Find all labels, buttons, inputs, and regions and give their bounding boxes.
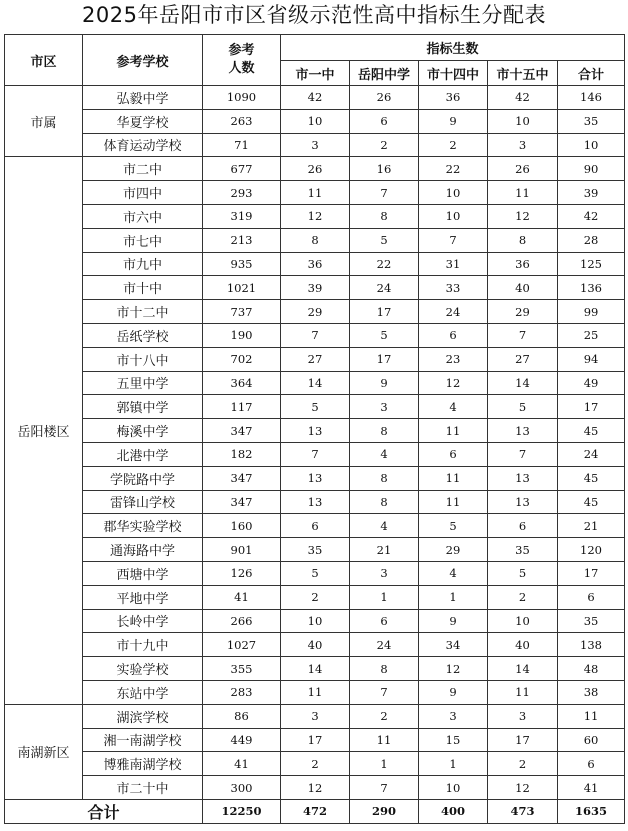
quota-cell: 12 — [281, 204, 350, 228]
quota-cell: 35 — [488, 538, 558, 562]
table-row — [5, 442, 625, 466]
quota-total-cell: 60 — [558, 728, 625, 752]
total-quota: 472 — [281, 799, 350, 823]
quota-total-cell: 10 — [558, 133, 625, 157]
candidates-cell: 71 — [203, 133, 281, 157]
header-quota-col: 市十五中 — [488, 61, 558, 86]
quota-total-cell: 45 — [558, 466, 625, 490]
quota-cell: 7 — [350, 680, 419, 704]
quota-cell: 11 — [281, 181, 350, 205]
candidates-cell: 293 — [203, 181, 281, 205]
quota-total-cell: 42 — [558, 204, 625, 228]
quota-cell: 13 — [281, 419, 350, 443]
school-cell: 市四中 — [83, 181, 203, 205]
quota-total-cell: 6 — [558, 585, 625, 609]
quota-cell: 2 — [281, 585, 350, 609]
quota-cell: 4 — [350, 442, 419, 466]
quota-cell: 14 — [488, 657, 558, 681]
quota-cell: 13 — [281, 466, 350, 490]
quota-cell: 2 — [281, 752, 350, 776]
quota-total-cell: 35 — [558, 609, 625, 633]
school-cell: 市七中 — [83, 228, 203, 252]
quota-table — [4, 34, 625, 824]
table-row — [5, 204, 625, 228]
quota-cell: 26 — [281, 157, 350, 181]
school-cell: 弘毅中学 — [83, 86, 203, 110]
quota-total-cell: 24 — [558, 442, 625, 466]
quota-cell: 40 — [488, 276, 558, 300]
candidates-cell: 347 — [203, 419, 281, 443]
quota-cell: 6 — [350, 609, 419, 633]
quota-cell: 11 — [488, 680, 558, 704]
quota-cell: 7 — [488, 442, 558, 466]
quota-cell: 34 — [419, 633, 488, 657]
table-row — [5, 704, 625, 728]
table-row — [5, 776, 625, 800]
school-cell: 平地中学 — [83, 585, 203, 609]
table-body — [5, 86, 625, 800]
candidates-cell: 347 — [203, 466, 281, 490]
header-quota-group: 指标生数 — [281, 35, 625, 61]
quota-cell: 11 — [488, 181, 558, 205]
quota-cell: 17 — [350, 300, 419, 324]
quota-cell: 5 — [350, 228, 419, 252]
candidates-cell: 677 — [203, 157, 281, 181]
quota-cell: 8 — [350, 466, 419, 490]
school-cell: 郭镇中学 — [83, 395, 203, 419]
quota-cell: 27 — [488, 347, 558, 371]
table-row — [5, 228, 625, 252]
quota-cell: 42 — [281, 86, 350, 110]
table-row — [5, 86, 625, 110]
candidates-cell: 702 — [203, 347, 281, 371]
table-row — [5, 157, 625, 181]
quota-total-cell: 99 — [558, 300, 625, 324]
quota-cell: 2 — [350, 133, 419, 157]
quota-cell: 12 — [419, 657, 488, 681]
quota-cell: 9 — [419, 680, 488, 704]
candidates-cell: 213 — [203, 228, 281, 252]
table-row — [5, 633, 625, 657]
quota-cell: 7 — [350, 776, 419, 800]
total-quota: 290 — [350, 799, 419, 823]
quota-cell: 29 — [281, 300, 350, 324]
quota-cell: 17 — [350, 347, 419, 371]
quota-cell: 31 — [419, 252, 488, 276]
quota-cell: 12 — [419, 371, 488, 395]
header-quota-col: 合计 — [558, 61, 625, 86]
quota-cell: 10 — [419, 204, 488, 228]
quota-cell: 36 — [281, 252, 350, 276]
school-cell: 市二十中 — [83, 776, 203, 800]
header-quota-col: 岳阳中学 — [350, 61, 419, 86]
quota-cell: 5 — [281, 395, 350, 419]
quota-cell: 14 — [281, 371, 350, 395]
quota-cell: 33 — [419, 276, 488, 300]
quota-cell: 11 — [350, 728, 419, 752]
table-row — [5, 490, 625, 514]
candidates-cell: 41 — [203, 752, 281, 776]
quota-cell: 21 — [350, 538, 419, 562]
candidates-cell: 283 — [203, 680, 281, 704]
school-cell: 湘一南湖学校 — [83, 728, 203, 752]
quota-total-cell: 25 — [558, 323, 625, 347]
total-row — [5, 799, 625, 823]
quota-cell: 2 — [488, 752, 558, 776]
table-row — [5, 181, 625, 205]
quota-cell: 26 — [350, 86, 419, 110]
quota-cell: 3 — [281, 133, 350, 157]
quota-cell: 5 — [488, 561, 558, 585]
school-cell: 市二中 — [83, 157, 203, 181]
school-cell: 市六中 — [83, 204, 203, 228]
quota-cell: 3 — [350, 561, 419, 585]
quota-cell: 10 — [419, 181, 488, 205]
district-cell: 岳阳楼区 — [5, 157, 83, 704]
quota-cell: 11 — [419, 466, 488, 490]
quota-cell: 5 — [488, 395, 558, 419]
table-row — [5, 609, 625, 633]
table-row — [5, 752, 625, 776]
quota-cell: 7 — [350, 181, 419, 205]
quota-cell: 15 — [419, 728, 488, 752]
quota-cell: 5 — [419, 514, 488, 538]
quota-cell: 9 — [419, 109, 488, 133]
candidates-cell: 1027 — [203, 633, 281, 657]
quota-cell: 6 — [488, 514, 558, 538]
quota-cell: 11 — [419, 490, 488, 514]
quota-cell: 4 — [419, 395, 488, 419]
school-cell: 长岭中学 — [83, 609, 203, 633]
quota-cell: 26 — [488, 157, 558, 181]
total-quota: 1635 — [558, 799, 625, 823]
quota-cell: 7 — [488, 323, 558, 347]
quota-cell: 22 — [419, 157, 488, 181]
table-row — [5, 300, 625, 324]
header-quota-col: 市十四中 — [419, 61, 488, 86]
district-cell: 南湖新区 — [5, 704, 83, 799]
quota-cell: 3 — [419, 704, 488, 728]
school-cell: 博雅南湖学校 — [83, 752, 203, 776]
quota-total-cell: 45 — [558, 419, 625, 443]
quota-total-cell: 6 — [558, 752, 625, 776]
district-cell: 市属 — [5, 86, 83, 157]
header-row — [5, 35, 625, 61]
total-candidates: 12250 — [203, 799, 281, 823]
quota-cell: 29 — [488, 300, 558, 324]
quota-cell: 3 — [488, 704, 558, 728]
quota-cell: 16 — [350, 157, 419, 181]
candidates-cell: 1090 — [203, 86, 281, 110]
quota-total-cell: 28 — [558, 228, 625, 252]
quota-cell: 2 — [488, 585, 558, 609]
school-cell: 华夏学校 — [83, 109, 203, 133]
school-cell: 市九中 — [83, 252, 203, 276]
candidates-cell: 935 — [203, 252, 281, 276]
candidates-cell: 86 — [203, 704, 281, 728]
candidates-cell: 319 — [203, 204, 281, 228]
quota-cell: 11 — [281, 680, 350, 704]
candidates-cell: 901 — [203, 538, 281, 562]
school-cell: 西塘中学 — [83, 561, 203, 585]
candidates-cell: 266 — [203, 609, 281, 633]
quota-cell: 5 — [281, 561, 350, 585]
header-candidates — [203, 35, 281, 86]
quota-cell: 17 — [488, 728, 558, 752]
quota-cell: 39 — [281, 276, 350, 300]
candidates-cell: 1021 — [203, 276, 281, 300]
candidates-cell: 364 — [203, 371, 281, 395]
table-row — [5, 252, 625, 276]
quota-cell: 7 — [419, 228, 488, 252]
school-cell: 市十中 — [83, 276, 203, 300]
quota-total-cell: 41 — [558, 776, 625, 800]
quota-cell: 10 — [419, 776, 488, 800]
total-quota: 400 — [419, 799, 488, 823]
quota-cell: 24 — [350, 276, 419, 300]
school-cell: 市十八中 — [83, 347, 203, 371]
quota-cell: 14 — [281, 657, 350, 681]
quota-cell: 1 — [350, 585, 419, 609]
page-title: 2025年岳阳市市区省级示范性高中指标生分配表 — [82, 3, 546, 27]
school-cell: 体育运动学校 — [83, 133, 203, 157]
quota-cell: 24 — [419, 300, 488, 324]
table-row — [5, 657, 625, 681]
quota-total-cell: 94 — [558, 347, 625, 371]
quota-cell: 8 — [488, 228, 558, 252]
table-row — [5, 323, 625, 347]
quota-cell: 10 — [281, 109, 350, 133]
quota-cell: 13 — [488, 466, 558, 490]
candidates-cell: 160 — [203, 514, 281, 538]
quota-total-cell: 21 — [558, 514, 625, 538]
candidates-cell: 190 — [203, 323, 281, 347]
quota-cell: 24 — [350, 633, 419, 657]
school-cell: 郡华实验学校 — [83, 514, 203, 538]
quota-total-cell: 120 — [558, 538, 625, 562]
candidates-cell: 263 — [203, 109, 281, 133]
table-row — [5, 680, 625, 704]
quota-cell: 29 — [419, 538, 488, 562]
school-cell: 雷锋山学校 — [83, 490, 203, 514]
quota-cell: 3 — [350, 395, 419, 419]
quota-cell: 22 — [350, 252, 419, 276]
quota-cell: 2 — [350, 704, 419, 728]
quota-cell: 36 — [419, 86, 488, 110]
candidates-cell: 355 — [203, 657, 281, 681]
table-row — [5, 371, 625, 395]
quota-cell: 6 — [281, 514, 350, 538]
quota-cell: 42 — [488, 86, 558, 110]
table-row — [5, 276, 625, 300]
table-row — [5, 347, 625, 371]
table-row — [5, 514, 625, 538]
candidates-cell: 300 — [203, 776, 281, 800]
school-cell: 市十二中 — [83, 300, 203, 324]
quota-cell: 27 — [281, 347, 350, 371]
total-quota: 473 — [488, 799, 558, 823]
quota-cell: 1 — [350, 752, 419, 776]
header-school: 参考学校 — [83, 35, 203, 86]
quota-cell: 12 — [281, 776, 350, 800]
quota-total-cell: 48 — [558, 657, 625, 681]
quota-cell: 3 — [488, 133, 558, 157]
candidates-cell: 117 — [203, 395, 281, 419]
quota-total-cell: 35 — [558, 109, 625, 133]
quota-cell: 7 — [281, 442, 350, 466]
quota-total-cell: 45 — [558, 490, 625, 514]
quota-cell: 10 — [488, 609, 558, 633]
quota-cell: 1 — [419, 585, 488, 609]
table-row — [5, 133, 625, 157]
school-cell: 五里中学 — [83, 371, 203, 395]
quota-cell: 9 — [350, 371, 419, 395]
quota-total-cell: 146 — [558, 86, 625, 110]
quota-cell: 8 — [281, 228, 350, 252]
school-cell: 学院路中学 — [83, 466, 203, 490]
school-cell: 湖滨学校 — [83, 704, 203, 728]
quota-total-cell: 17 — [558, 395, 625, 419]
school-cell: 岳纸学校 — [83, 323, 203, 347]
quota-total-cell: 17 — [558, 561, 625, 585]
quota-cell: 8 — [350, 657, 419, 681]
quota-cell: 11 — [419, 419, 488, 443]
total-label: 合计 — [5, 799, 203, 823]
quota-cell: 17 — [281, 728, 350, 752]
header-candidates-label: 参考 人数 — [228, 43, 255, 76]
quota-total-cell: 38 — [558, 680, 625, 704]
quota-cell: 4 — [419, 561, 488, 585]
header-district: 市区 — [5, 35, 83, 86]
quota-cell: 12 — [488, 204, 558, 228]
quota-cell: 23 — [419, 347, 488, 371]
quota-cell: 8 — [350, 204, 419, 228]
quota-cell: 8 — [350, 490, 419, 514]
school-cell: 梅溪中学 — [83, 419, 203, 443]
quota-cell: 36 — [488, 252, 558, 276]
quota-cell: 5 — [350, 323, 419, 347]
school-cell: 北港中学 — [83, 442, 203, 466]
candidates-cell: 41 — [203, 585, 281, 609]
table-row — [5, 419, 625, 443]
quota-total-cell: 90 — [558, 157, 625, 181]
header-quota-col: 市一中 — [281, 61, 350, 86]
candidates-cell: 182 — [203, 442, 281, 466]
quota-cell: 7 — [281, 323, 350, 347]
quota-cell: 13 — [488, 419, 558, 443]
school-cell: 市十九中 — [83, 633, 203, 657]
table-row — [5, 395, 625, 419]
table-row — [5, 585, 625, 609]
candidates-cell: 737 — [203, 300, 281, 324]
school-cell: 通海路中学 — [83, 538, 203, 562]
school-cell: 实验学校 — [83, 657, 203, 681]
quota-cell: 6 — [419, 323, 488, 347]
quota-cell: 2 — [419, 133, 488, 157]
quota-total-cell: 125 — [558, 252, 625, 276]
quota-cell: 12 — [488, 776, 558, 800]
quota-total-cell: 49 — [558, 371, 625, 395]
candidates-cell: 449 — [203, 728, 281, 752]
quota-cell: 8 — [350, 419, 419, 443]
quota-total-cell: 138 — [558, 633, 625, 657]
quota-cell: 10 — [281, 609, 350, 633]
quota-cell: 10 — [488, 109, 558, 133]
candidates-cell: 347 — [203, 490, 281, 514]
quota-cell: 40 — [488, 633, 558, 657]
quota-cell: 6 — [350, 109, 419, 133]
quota-cell: 9 — [419, 609, 488, 633]
quota-cell: 13 — [281, 490, 350, 514]
table-row — [5, 561, 625, 585]
table-row — [5, 466, 625, 490]
quota-total-cell: 136 — [558, 276, 625, 300]
table-row — [5, 728, 625, 752]
quota-cell: 3 — [281, 704, 350, 728]
table-row — [5, 538, 625, 562]
quota-cell: 40 — [281, 633, 350, 657]
quota-cell: 6 — [419, 442, 488, 466]
quota-cell: 35 — [281, 538, 350, 562]
quota-total-cell: 39 — [558, 181, 625, 205]
table-row — [5, 109, 625, 133]
quota-cell: 14 — [488, 371, 558, 395]
quota-total-cell: 11 — [558, 704, 625, 728]
quota-cell: 1 — [419, 752, 488, 776]
quota-cell: 13 — [488, 490, 558, 514]
candidates-cell: 126 — [203, 561, 281, 585]
quota-cell: 4 — [350, 514, 419, 538]
school-cell: 东站中学 — [83, 680, 203, 704]
